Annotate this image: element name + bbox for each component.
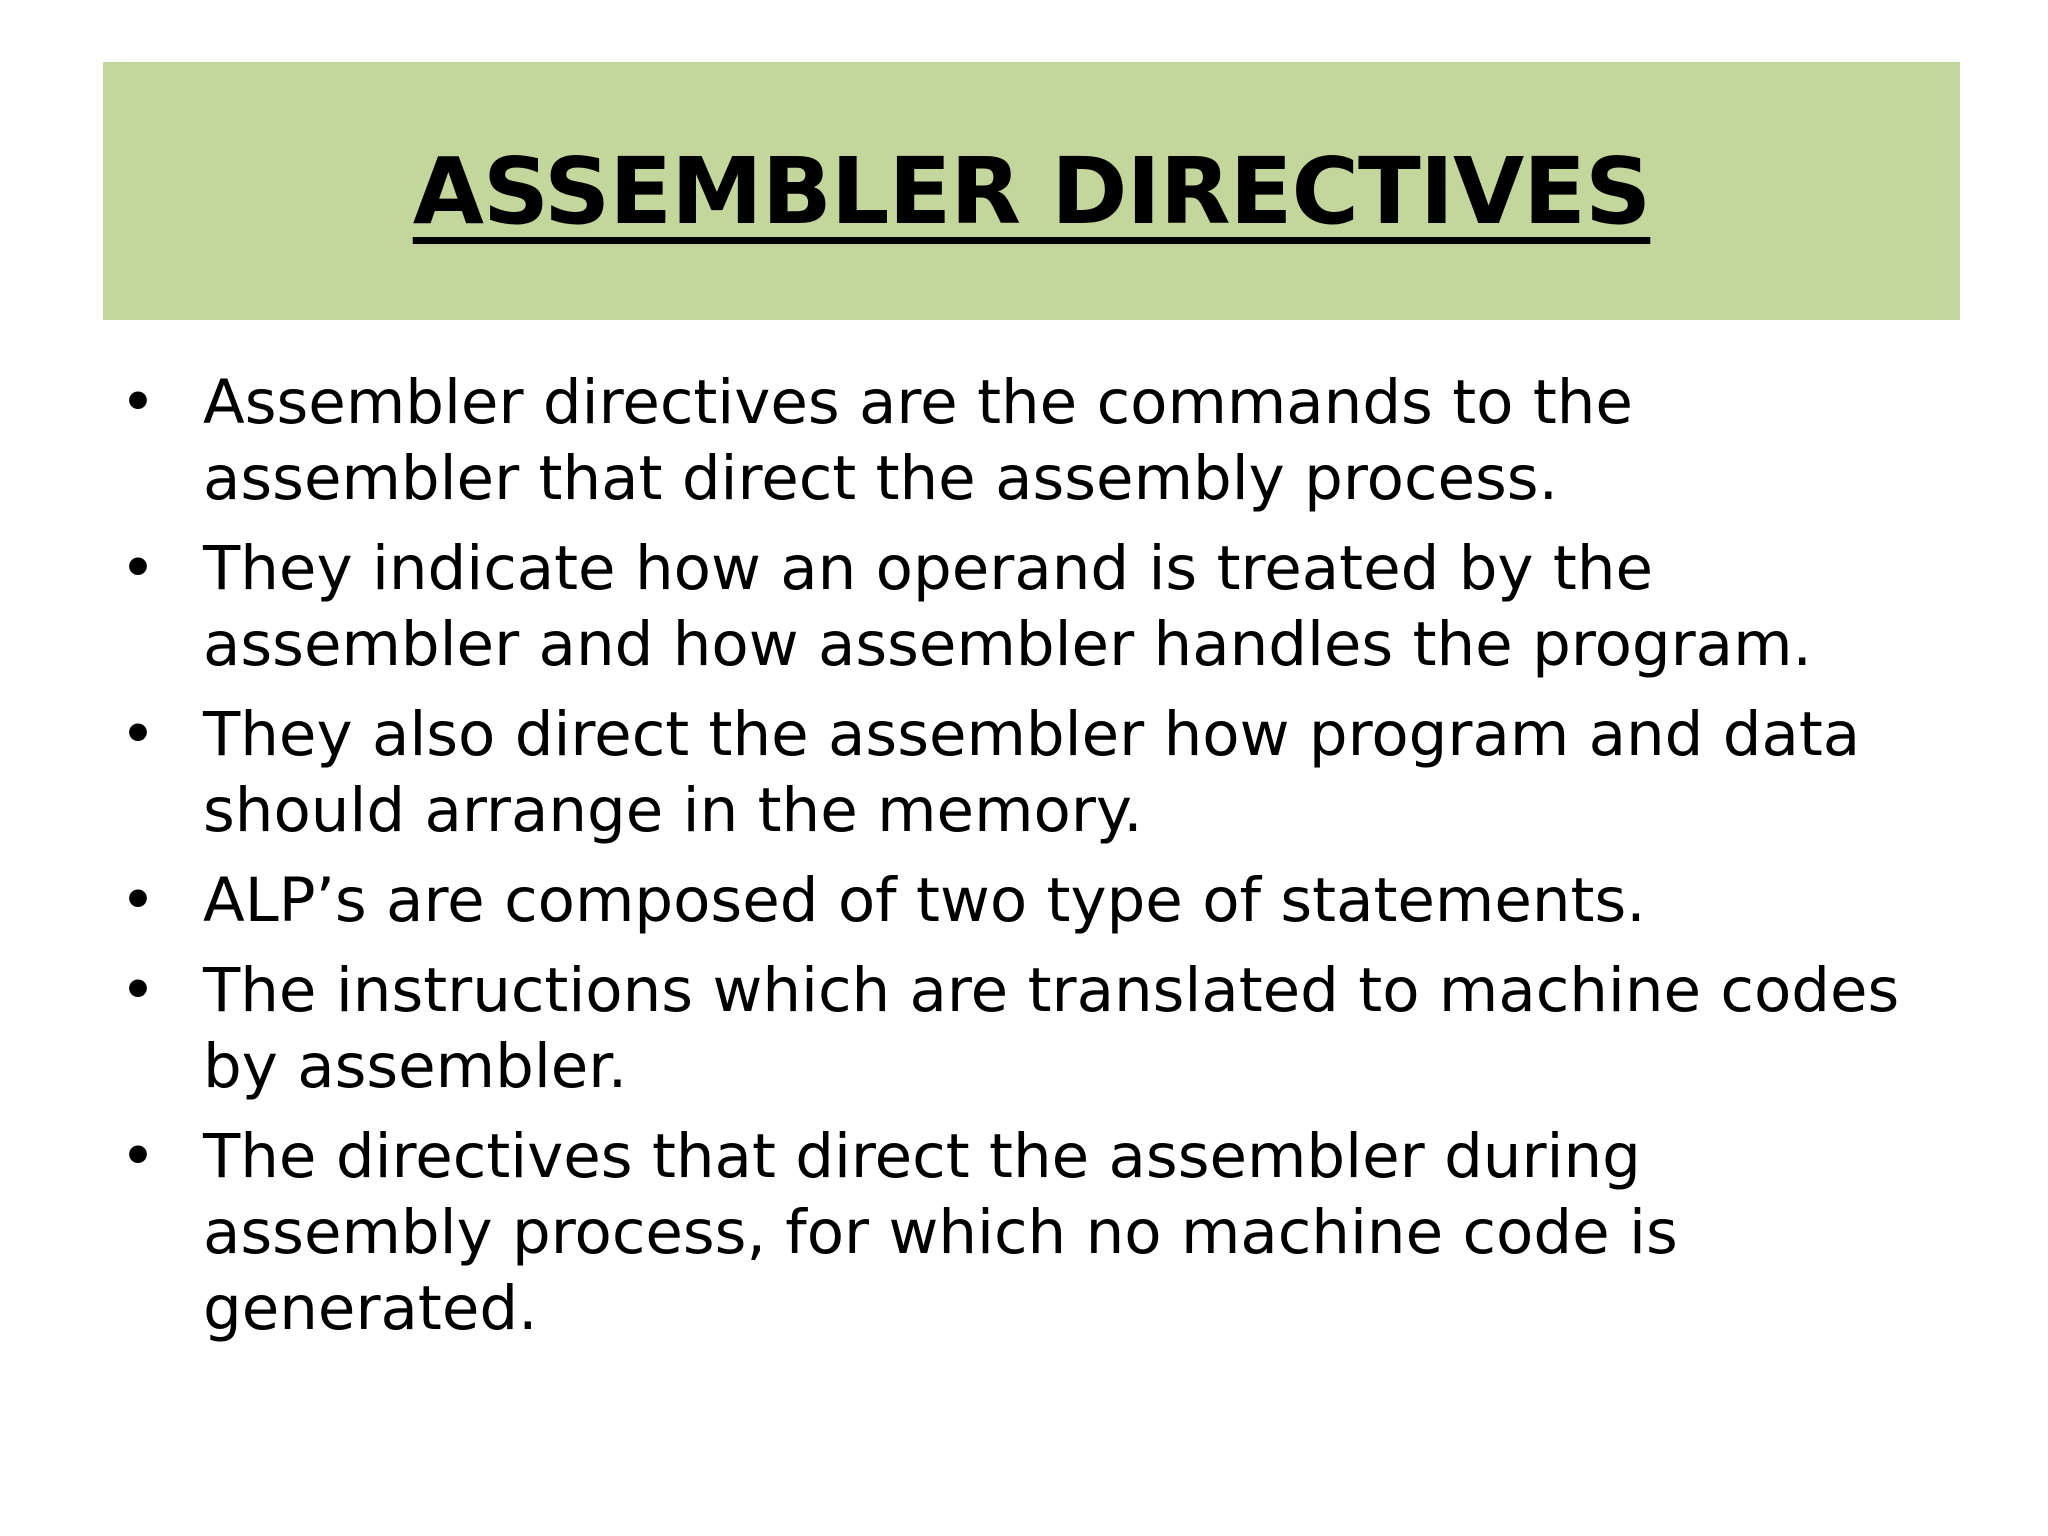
bullet-line: ALP’s are composed of two type of statements. [203, 865, 1646, 936]
bullet-line: The instructions which are translated to machine codes [203, 955, 1900, 1026]
bullet-dot-icon: • [120, 955, 156, 1026]
bullet-item-2 [120, 531, 1960, 683]
bullet-line: by assembler. [203, 1031, 628, 1102]
bullet-line: assembler and how assembler handles the program. [203, 609, 1812, 680]
slide-title: ASSEMBLER DIRECTIVES [412, 137, 1651, 245]
bullet-line: They also direct the assembler how program and data [203, 699, 1861, 770]
bullet-line: generated. [203, 1273, 538, 1344]
bullet-line: assembly process, for which no machine code is [203, 1197, 1678, 1268]
bullet-list [120, 365, 1960, 1361]
bullet-item-3 [120, 697, 1960, 849]
bullet-line: should arrange in the memory. [203, 775, 1143, 846]
bullet-line: The directives that direct the assembler during [203, 1121, 1641, 1192]
bullet-item-4 [120, 863, 1960, 939]
bullet-dot-icon: • [120, 1121, 156, 1192]
title-band [103, 62, 1960, 320]
bullet-dot-icon: • [120, 865, 156, 936]
bullet-dot-icon: • [120, 367, 156, 438]
bullet-dot-icon: • [120, 699, 156, 770]
bullet-dot-icon: • [120, 533, 156, 604]
bullet-item-1 [120, 365, 1960, 517]
bullet-item-6 [120, 1119, 1960, 1347]
bullet-line: assembler that direct the assembly process. [203, 443, 1558, 514]
bullet-line: They indicate how an operand is treated by the [203, 533, 1654, 604]
bullet-line: Assembler directives are the commands to the [203, 367, 1633, 438]
bullet-item-5 [120, 953, 1960, 1105]
